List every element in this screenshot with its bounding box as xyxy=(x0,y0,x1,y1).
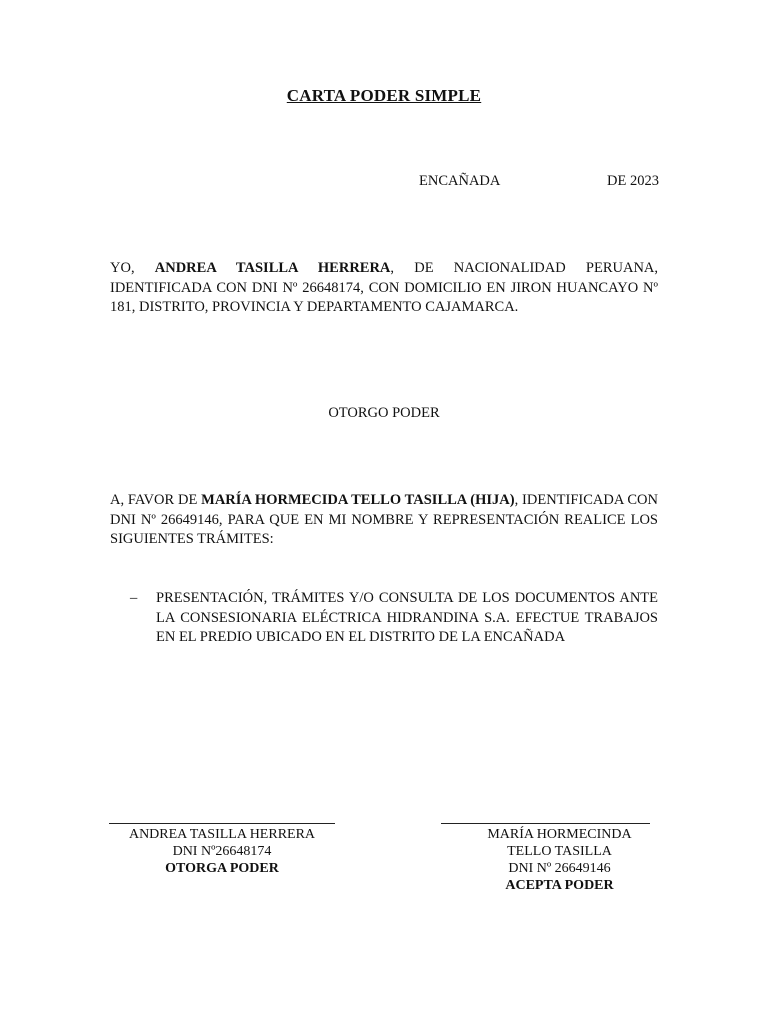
grantor-signature-block xyxy=(109,826,335,877)
grantee-intro: A, FAVOR DE xyxy=(110,492,202,508)
grantee-signature-role: ACEPTA PODER xyxy=(505,878,614,893)
grant-statement: OTORGO PODER xyxy=(328,405,440,421)
grantee-signature-name-2: TELLO TASILLA xyxy=(507,844,612,859)
grantor-signature-role: OTORGA PODER xyxy=(165,861,279,876)
place-name: ENCAÑADA xyxy=(419,173,501,189)
grantee-signature-dni: DNI Nº 26649146 xyxy=(508,861,611,876)
grantee-signature-name-1: MARÍA HORMECINDA xyxy=(487,827,632,842)
grantor-signature-line xyxy=(109,823,335,824)
grantee-name: MARÍA HORMECIDA TELLO TASILLA (HIJA) xyxy=(201,492,515,508)
date-year: DE 2023 xyxy=(607,173,659,189)
grantee-details: , IDENTIFICADA CON DNI Nº 26649146, PARA QUE EN MI NOMBRE Y REPRESENTACIÓN REALICE LOS SIGUIENTES TRÁMITES: xyxy=(110,492,658,547)
grantor-signature-name: ANDREA TASILLA HERRERA xyxy=(128,827,316,842)
procedures-list xyxy=(130,589,658,648)
grantee-signature-line xyxy=(441,823,650,824)
grantor-signature-dni: DNI Nº26648174 xyxy=(172,844,272,859)
grantee-paragraph xyxy=(110,491,658,550)
list-item: PRESENTACIÓN, TRÁMITES Y/O CONSULTA DE LOS DOCUMENTOS ANTE LA CONSESIONARIA ELÉCTRICA HIDRANDINA S.A. EFECTUE TRABAJOS EN EL PREDIO UBICADO EN EL DISTRITO DE LA ENCAÑADA xyxy=(156,590,658,645)
document-title: CARTA PODER SIMPLE xyxy=(286,86,482,105)
list-bullet: – xyxy=(130,590,138,606)
grantor-paragraph xyxy=(110,259,658,318)
grantor-intro: YO, xyxy=(110,260,155,276)
grantor-details: , DE NACIONALIDAD PERUANA, IDENTIFICADA CON DNI Nº 26648174, CON DOMICILIO EN JIRON HUANCAYO Nº 181, DISTRITO, PROVINCIA Y DEPARTAMENTO CAJAMARCA. xyxy=(110,260,659,315)
grantee-signature-block xyxy=(441,826,678,894)
grantor-name: ANDREA TASILLA HERRERA xyxy=(154,260,391,276)
